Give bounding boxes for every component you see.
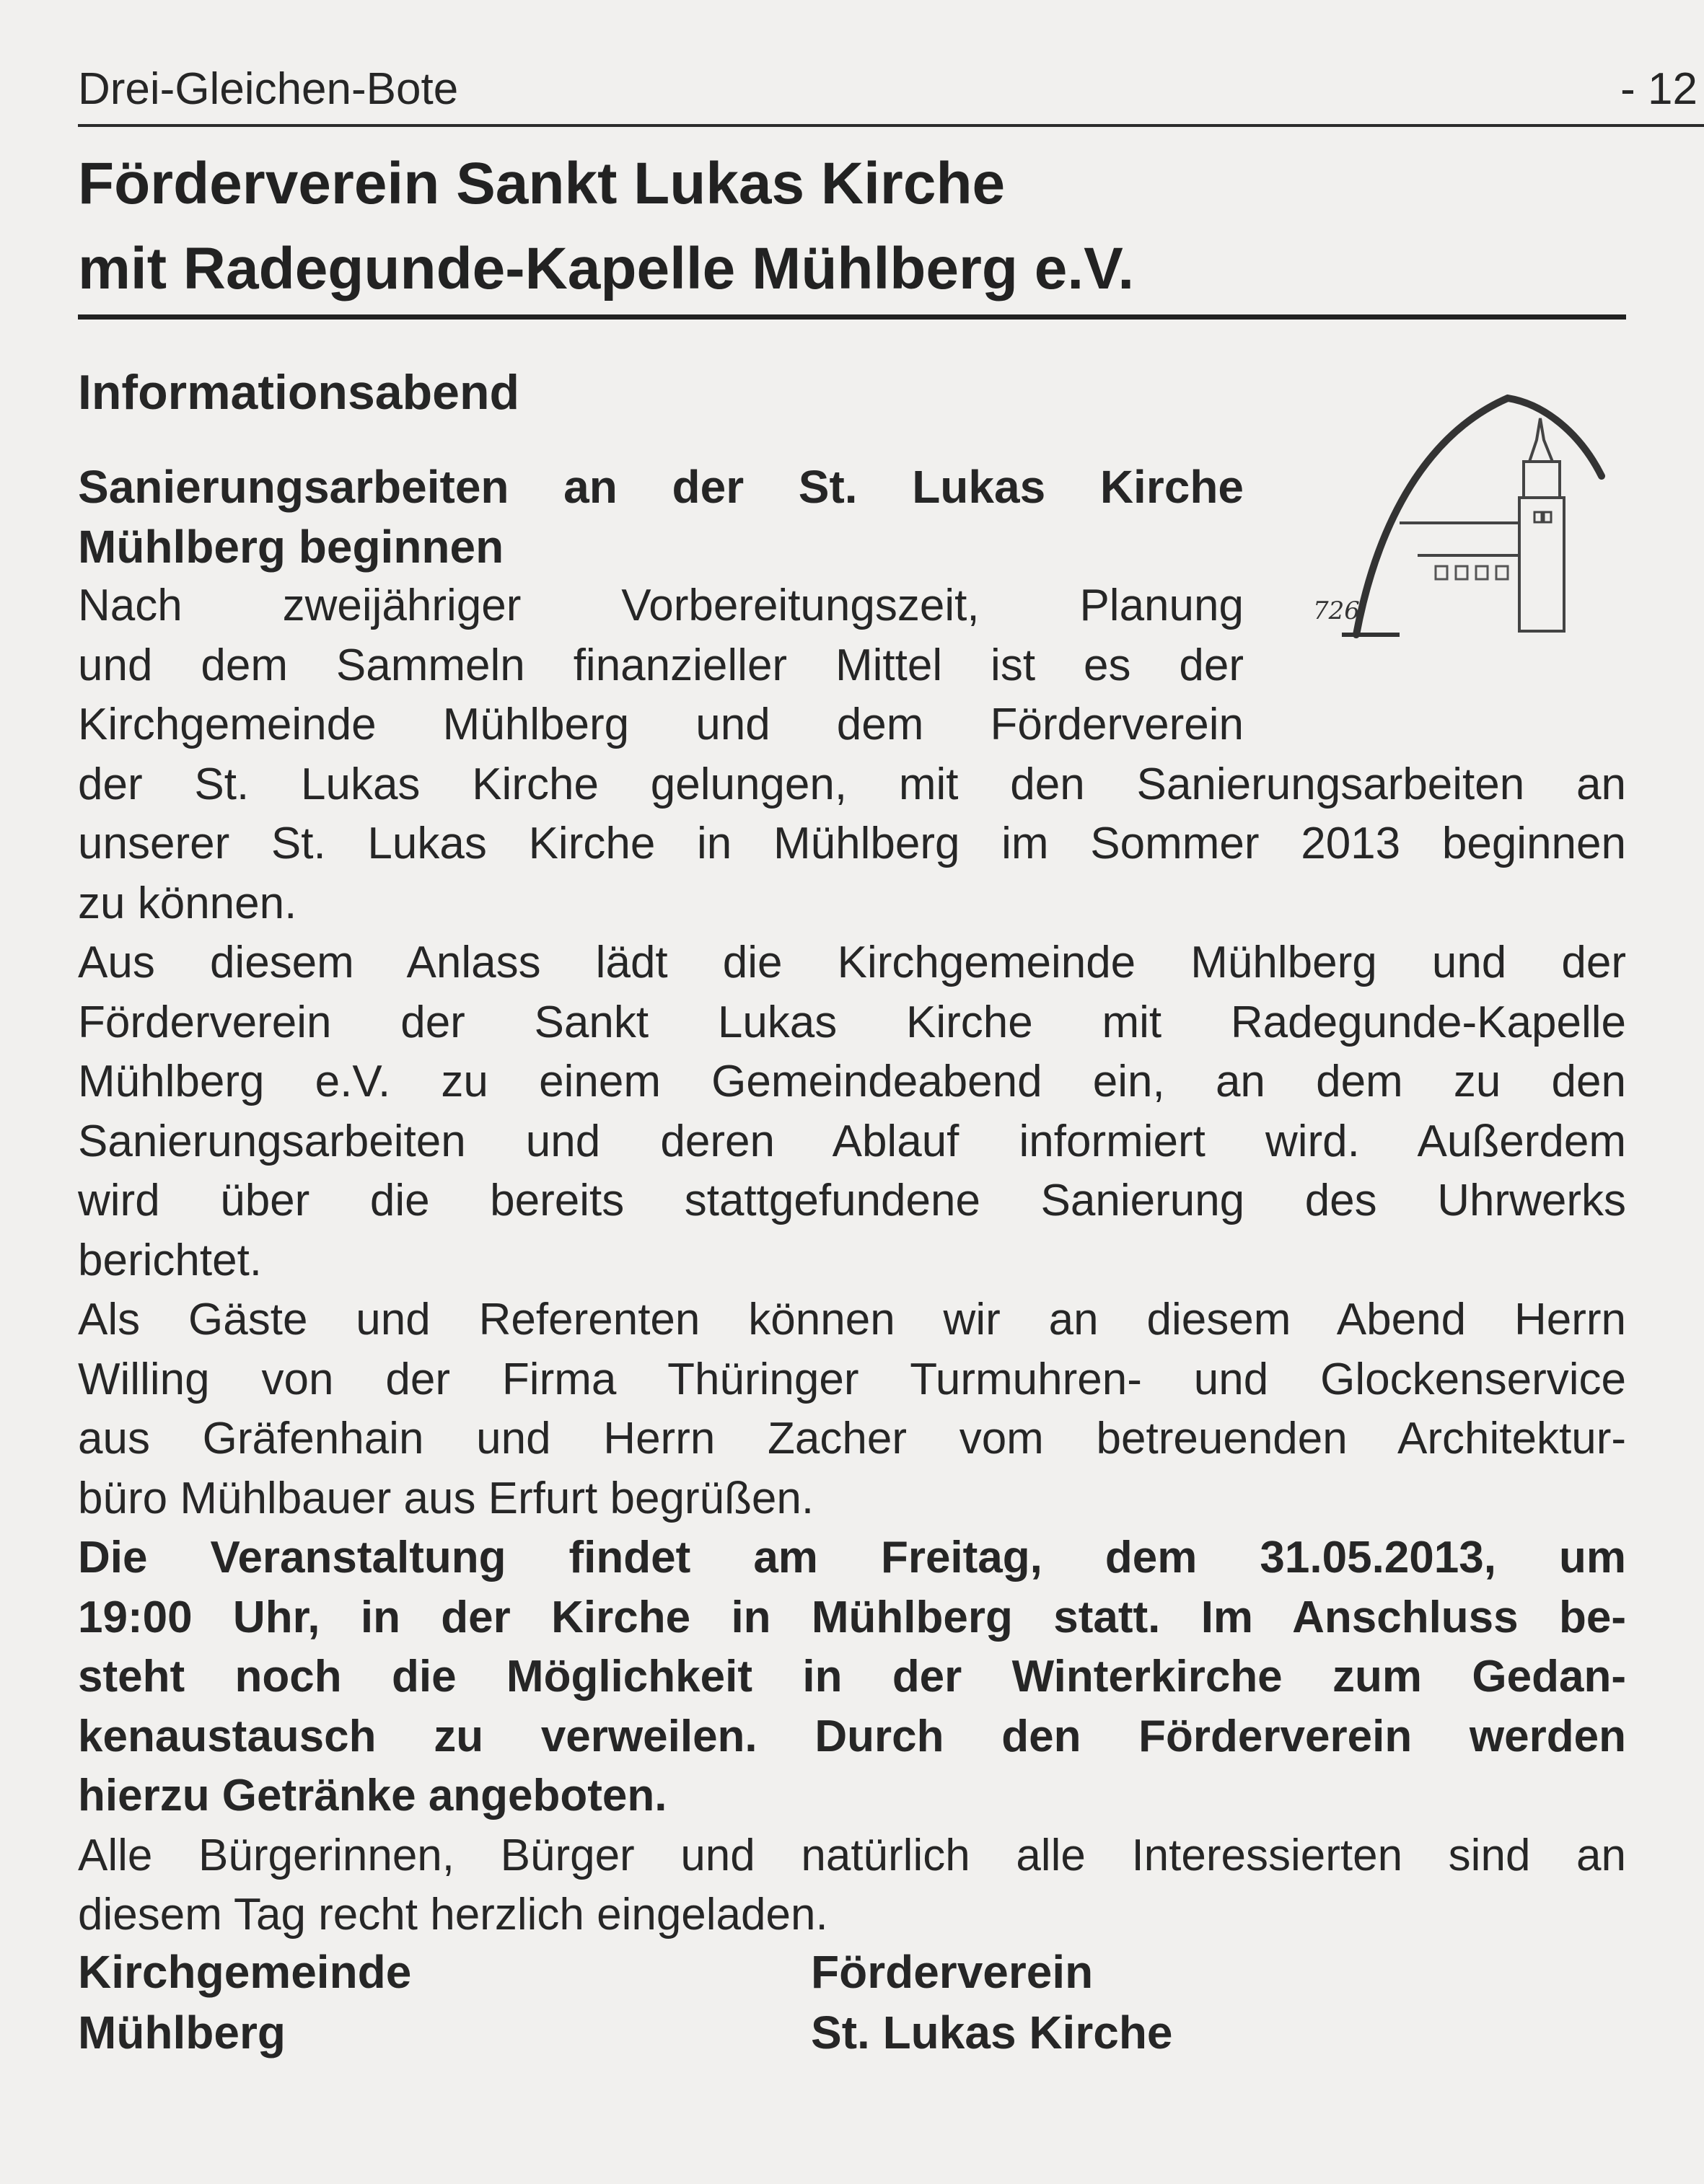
text-line: steht noch die Möglichkeit in der Winterkirche zum Gedan- xyxy=(78,1652,1626,1701)
text-line: Die Veranstaltung findet am Freitag, dem 31.05.2013, um xyxy=(78,1533,1626,1582)
headline-line-1: Förderverein Sankt Lukas Kirche xyxy=(78,151,1006,216)
text-line: Als Gäste und Referenten können wir an diesem Abend Herrn xyxy=(78,1295,1626,1344)
signature-line: Mühlberg xyxy=(78,2007,286,2058)
header-rule xyxy=(78,124,1704,127)
page-number: - 12 xyxy=(1620,64,1698,114)
text-line: 19:00 Uhr, in der Kirche in Mühlberg statt. Im Anschluss be- xyxy=(78,1592,1626,1642)
paragraph-welcome xyxy=(78,1826,1626,1945)
publication-name: Drei-Gleichen-Bote xyxy=(78,64,459,114)
paragraph-intro xyxy=(78,576,1626,933)
text-line: zu können. xyxy=(78,878,297,928)
text-line: berichtet. xyxy=(78,1235,263,1285)
headline-rule xyxy=(78,314,1626,320)
text-line: unserer St. Lukas Kirche in Mühlberg im Sommer 2013 beginnen xyxy=(78,819,1626,868)
paragraph-invitation xyxy=(78,933,1626,1290)
text-line: und dem Sammeln finanzieller Mittel ist es der xyxy=(78,640,1244,690)
text-line: Förderverein der Sankt Lukas Kirche mit Radegunde-Kapelle xyxy=(78,997,1626,1047)
running-header xyxy=(78,61,1698,118)
text-line: aus Gräfenhain und Herrn Zacher vom betreuenden Architektur- xyxy=(78,1414,1626,1463)
text-line: kenaustausch zu verweilen. Durch den Förderverein werden xyxy=(78,1711,1626,1761)
text-line: büro Mühlbauer aus Erfurt begrüßen. xyxy=(78,1473,814,1523)
text-line: Mühlberg e.V. zu einem Gemeindeabend ein, an dem zu den xyxy=(78,1057,1626,1106)
text-line: Sanierungsarbeiten und deren Ablauf informiert wird. Außerdem xyxy=(78,1116,1626,1166)
paragraph-guests xyxy=(78,1290,1626,1528)
logo-year: 726 xyxy=(1313,596,1360,625)
signature-parish xyxy=(78,1942,727,2063)
text-line: diesem Tag recht herzlich eingeladen. xyxy=(78,1890,828,1939)
subheading-line: Mühlberg beginnen xyxy=(78,520,504,573)
text-line: hierzu Getränke angeboten. xyxy=(78,1771,667,1820)
signature-line: Kirchgemeinde xyxy=(78,1946,412,1998)
section-heading: Informationsabend xyxy=(78,365,520,420)
text-line: der St. Lukas Kirche gelungen, mit den Sanierungsarbeiten an xyxy=(78,759,1626,809)
paragraph-event-details xyxy=(78,1528,1626,1826)
signature-line: Förderverein xyxy=(811,1946,1094,1998)
text-line: Aus diesem Anlass lädt die Kirchgemeinde Mühlberg und der xyxy=(78,938,1626,987)
signature-line: St. Lukas Kirche xyxy=(811,2007,1173,2058)
article-body xyxy=(78,457,1626,1945)
text-line: Alle Bürgerinnen, Bürger und natürlich alle Interessierten sind an xyxy=(78,1830,1626,1880)
headline-line-2: mit Radegunde-Kapelle Mühlberg e.V. xyxy=(78,236,1135,301)
text-line: Kirchgemeinde Mühlberg und dem Förderverein xyxy=(78,700,1244,749)
subheading-line: Sanierungsarbeiten an der St. Lukas Kirche xyxy=(78,461,1244,513)
signature-association xyxy=(811,1942,1532,2063)
article-subheading xyxy=(78,457,1244,576)
text-line: wird über die bereits stattgefundene Sanierung des Uhrwerks xyxy=(78,1176,1626,1225)
text-line: Nach zweijähriger Vorbereitungszeit, Planung xyxy=(78,581,1244,630)
text-line: Willing von der Firma Thüringer Turmuhren- und Glockenservice xyxy=(78,1354,1626,1404)
article-headline xyxy=(78,141,1622,312)
